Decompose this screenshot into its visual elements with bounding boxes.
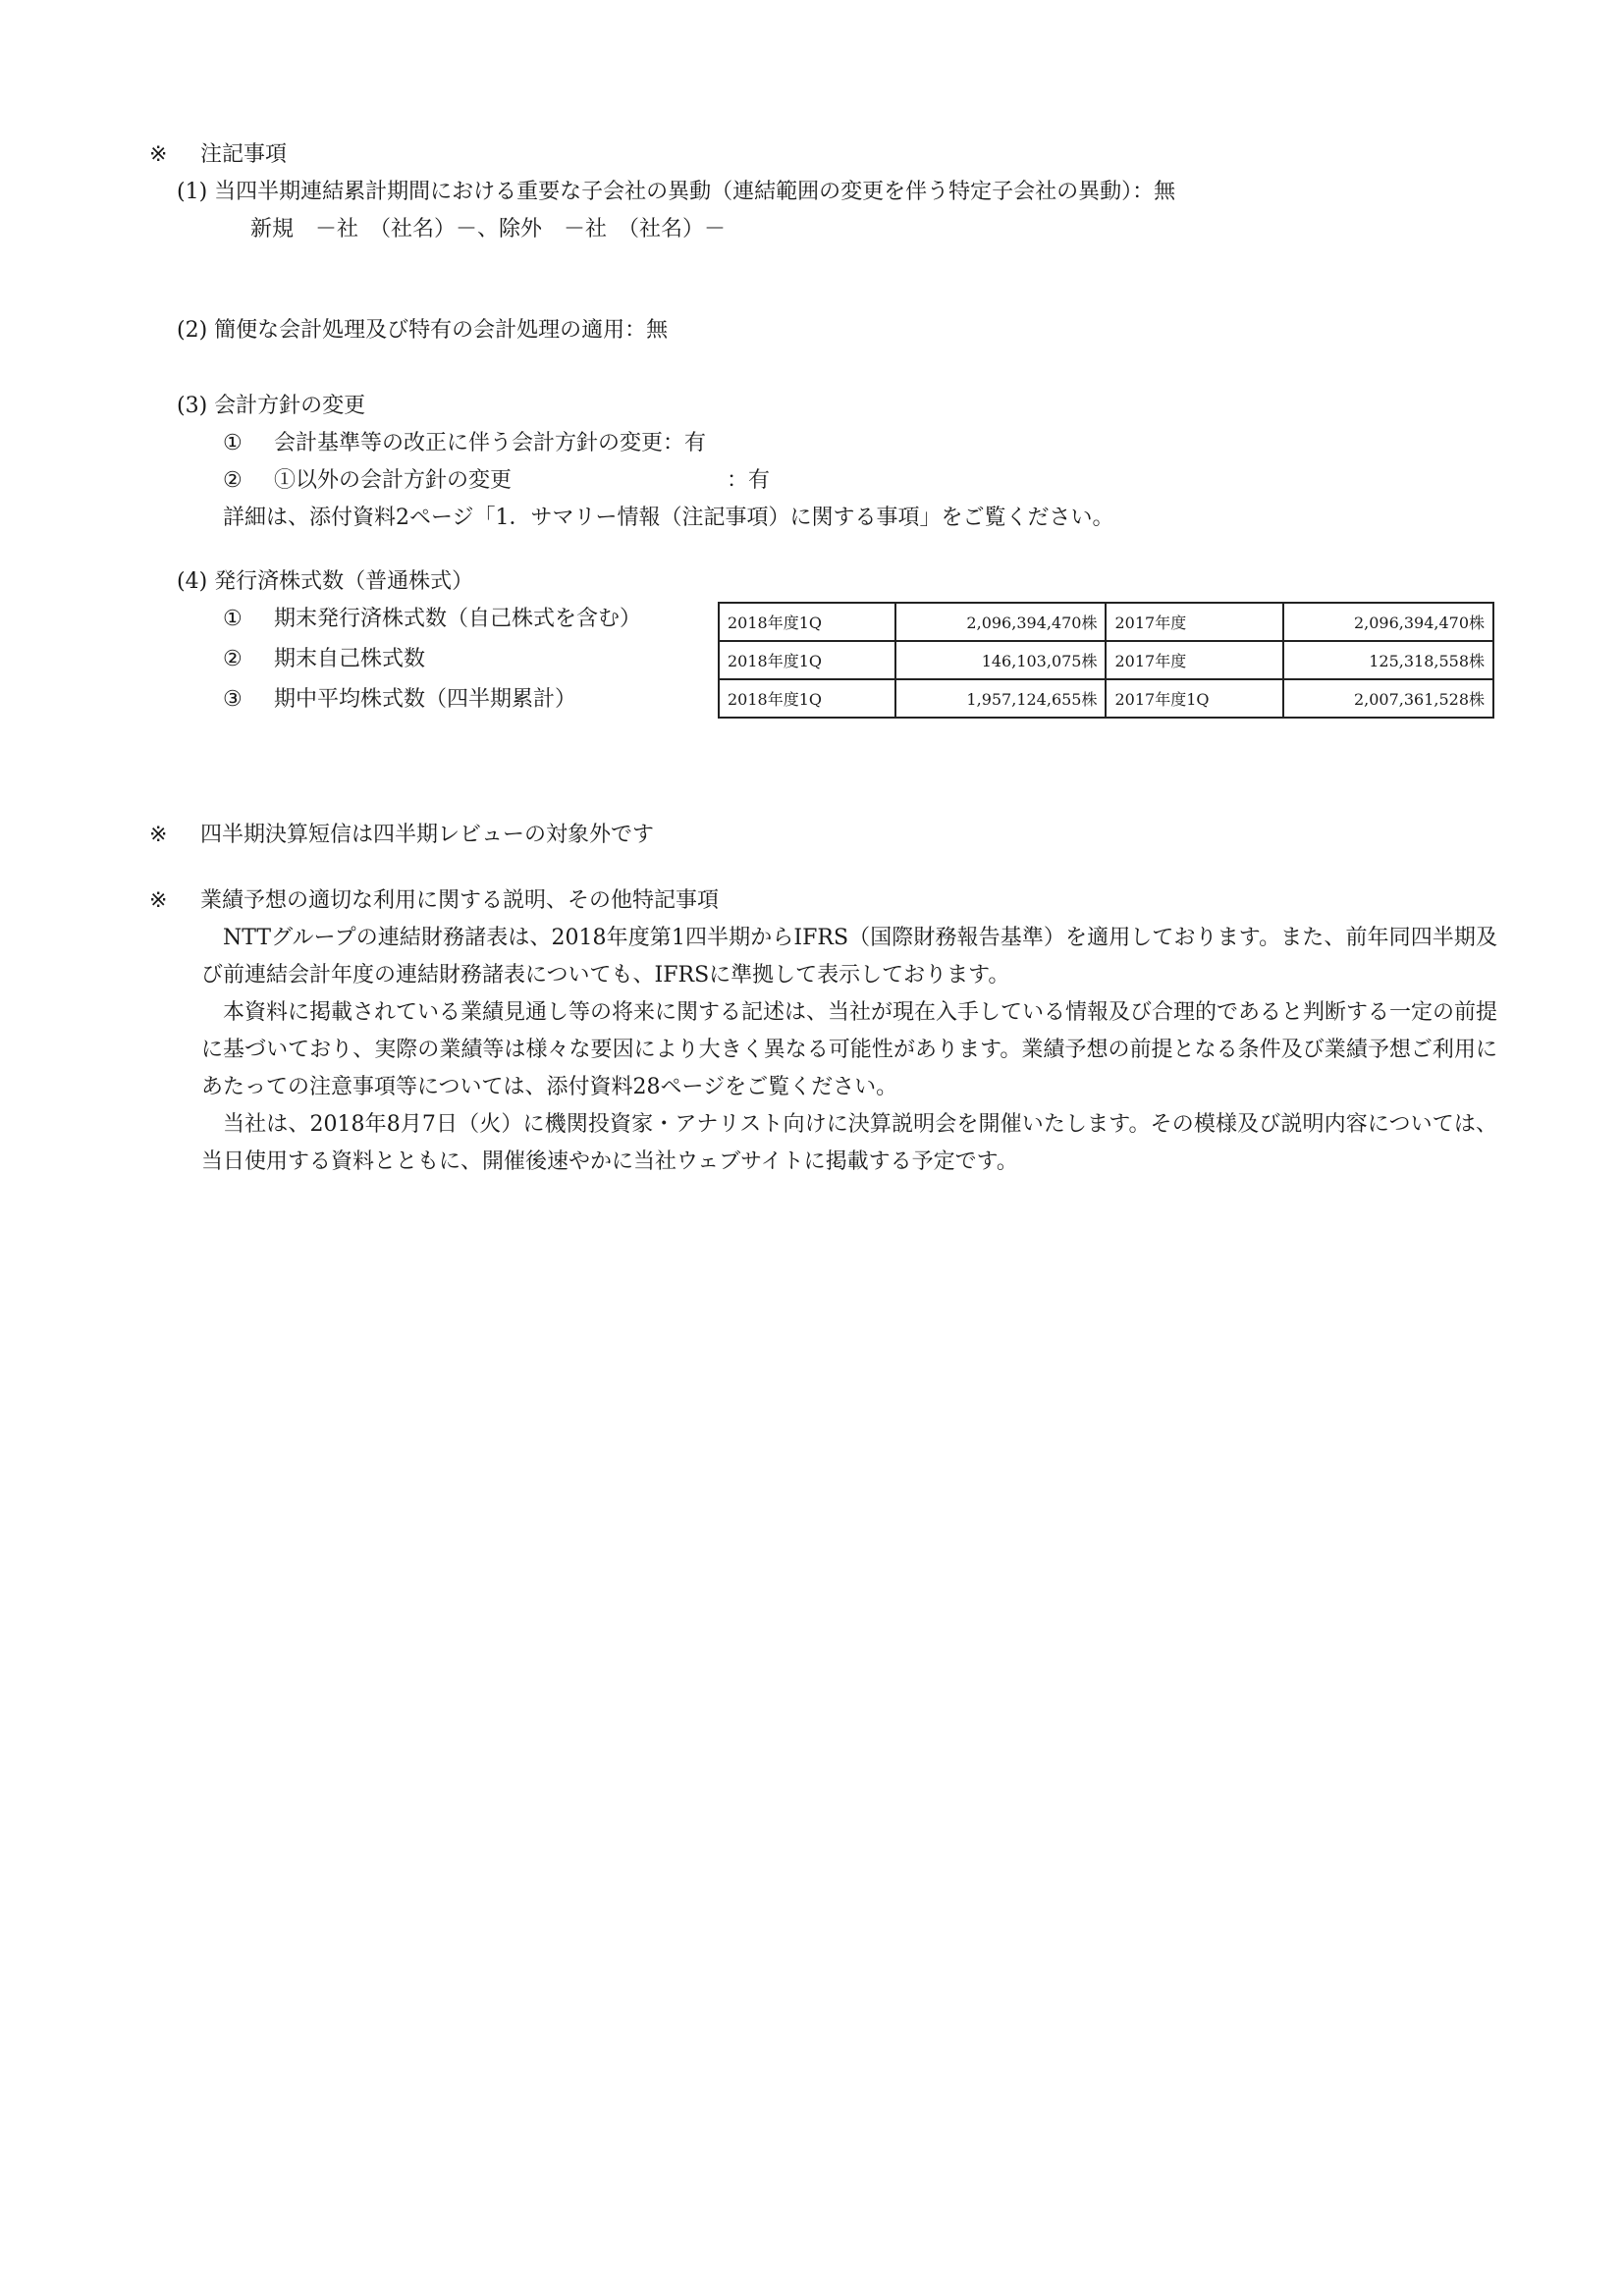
note-item-1-label: (1) <box>177 180 208 204</box>
note-item-3-label: (3) <box>177 394 208 418</box>
table-row <box>719 603 1493 641</box>
value-cell: 125,318,558株 <box>1283 641 1493 679</box>
value-cell: 1,957,124,655株 <box>895 679 1106 718</box>
value-cell: 2,096,394,470株 <box>895 603 1106 641</box>
shares-row-3-label: 期中平均株式数（四半期累計） <box>274 687 577 712</box>
review-note <box>149 821 654 850</box>
note-item-1-text: 当四半期連結累計期間における重要な子会社の異動（連結範囲の変更を伴う特定子会社の異動）：無 <box>214 180 1176 204</box>
notes-heading <box>149 140 287 170</box>
shares-table <box>718 602 1494 719</box>
note-item-4-text: 発行済株式数（普通株式） <box>214 569 474 594</box>
circled-3-mark: ③ <box>223 687 243 712</box>
review-note-text: 四半期決算短信は四半期レビューの対象外です <box>200 823 655 847</box>
reference-mark: ※ <box>149 142 168 167</box>
period-cell: 2017年度 <box>1106 603 1282 641</box>
table-row <box>719 679 1493 718</box>
notes-heading-text: 注記事項 <box>200 142 288 167</box>
note-item-3-sub2-value: ：有 <box>727 468 771 493</box>
circled-2-mark: ② <box>223 468 243 493</box>
note-item-3-sub2 <box>223 466 512 496</box>
note-item-1 <box>177 178 1175 207</box>
reference-mark: ※ <box>149 823 168 847</box>
circled-2-mark: ② <box>223 647 243 671</box>
period-cell: 2017年度 <box>1106 641 1282 679</box>
shares-row-1-label: 期末発行済株式数（自己株式を含む） <box>274 607 642 631</box>
note-item-2-label: (2) <box>177 318 208 343</box>
circled-1-mark: ① <box>223 607 243 631</box>
circled-1-mark: ① <box>223 431 243 455</box>
note-item-4-label: (4) <box>177 569 208 594</box>
note-item-3-sub1 <box>223 429 706 458</box>
shares-row-label-2 <box>223 645 425 674</box>
note-item-2-text: 簡便な会計処理及び特有の会計処理の適用：無 <box>214 318 669 343</box>
note-item-4 <box>177 567 473 597</box>
shares-row-label-1 <box>223 605 641 634</box>
note-item-1-detail: 新規 －社 （社名）－、除外 －社 （社名）－ <box>250 217 727 241</box>
forecast-paragraph: NTTグループの連結財務諸表は、2018年度第1四半期からIFRS（国際財務報告基準）を適用しております。また、前年同四半期及び前連結会計年度の連結財務諸表についても、IFRSに準拠して表示しております。 <box>201 926 1497 988</box>
period-cell: 2018年度1Q <box>719 603 895 641</box>
value-cell: 2,096,394,470株 <box>1283 603 1493 641</box>
forecast-heading <box>149 886 719 916</box>
note-item-3-detail: 詳細は、添付資料2ページ「1．サマリー情報（注記事項）に関する事項」をご覧ください。 <box>223 506 1114 530</box>
forecast-body <box>201 920 1497 1181</box>
note-item-2 <box>177 316 668 346</box>
note-item-3-sub2-text: ①以外の会計方針の変更 <box>274 468 513 493</box>
value-cell: 146,103,075株 <box>895 641 1106 679</box>
note-item-3-text: 会計方針の変更 <box>214 394 366 418</box>
period-cell: 2018年度1Q <box>719 641 895 679</box>
note-item-3-sub1-text: 会計基準等の改正に伴う会計方針の変更：有 <box>274 431 707 455</box>
note-item-3 <box>177 392 365 421</box>
forecast-heading-text: 業績予想の適切な利用に関する説明、その他特記事項 <box>200 888 720 913</box>
value-cell: 2,007,361,528株 <box>1283 679 1493 718</box>
period-cell: 2017年度1Q <box>1106 679 1282 718</box>
forecast-paragraph: 本資料に掲載されている業績見通し等の将来に関する記述は、当社が現在入手している情報及び合理的であると判断する一定の前提に基づいており、実際の業績等は様々な要因により大きく異なる可能性があります。業績予想の前提となる条件及び業績予想ご利用にあたっての注意事項等については、添付資料28ページをご覧ください。 <box>201 1000 1498 1099</box>
period-cell: 2018年度1Q <box>719 679 895 718</box>
shares-row-label-3 <box>223 685 576 715</box>
reference-mark: ※ <box>149 888 168 913</box>
shares-row-2-label: 期末自己株式数 <box>274 647 426 671</box>
table-row <box>719 641 1493 679</box>
forecast-paragraph: 当社は、2018年8月7日（火）に機関投資家・アナリスト向けに決算説明会を開催いたします。その模様及び説明内容については、当日使用する資料とともに、開催後速やかに当社ウェブサイトに掲載する予定です。 <box>201 1112 1497 1174</box>
